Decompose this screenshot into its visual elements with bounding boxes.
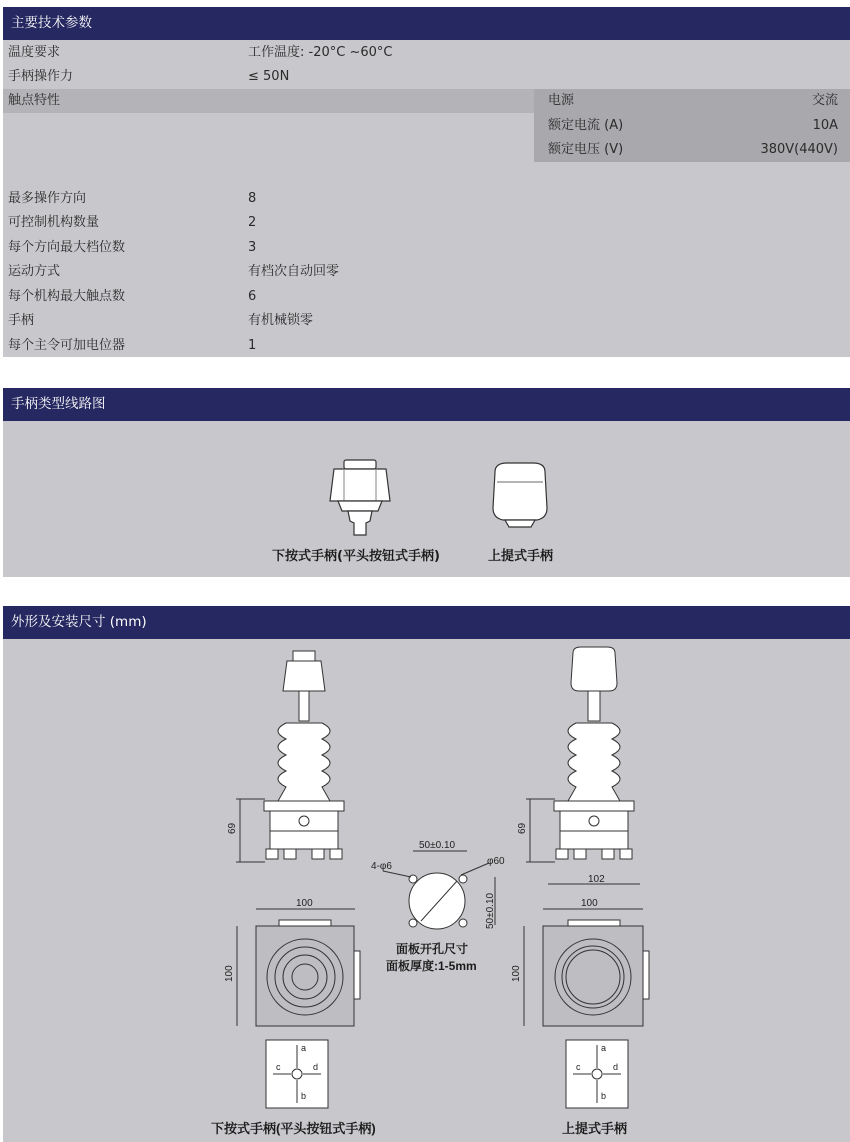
dir-a-left: a bbox=[301, 1043, 307, 1053]
dir-b-left: b bbox=[301, 1091, 307, 1101]
handle-caption: 上提式手柄 bbox=[488, 549, 554, 564]
right-top-view bbox=[524, 909, 649, 1026]
cutout-spacing-v-label: 50±0.10 bbox=[485, 892, 496, 929]
section-header-handles bbox=[3, 388, 850, 421]
right-height-label: 69 bbox=[517, 822, 528, 834]
handle-caption: 下按式手柄(平头按钮式手柄) bbox=[272, 549, 440, 564]
spec-value: 有档次自动回零 bbox=[248, 264, 340, 279]
contact-value: 10A bbox=[812, 118, 838, 133]
spec-value: 1 bbox=[248, 338, 257, 353]
contact-table bbox=[534, 89, 850, 162]
dir-d-right: d bbox=[613, 1062, 619, 1072]
spec-label: 每个机构最大触点数 bbox=[8, 289, 126, 304]
left-height-label: 69 bbox=[227, 822, 238, 834]
drawing-caption-right: 上提式手柄 bbox=[562, 1121, 628, 1136]
spec-value: 工作温度: -20°C ~60°C bbox=[248, 45, 393, 60]
panel-thickness-label: 面板厚度:1-5mm bbox=[386, 959, 477, 973]
spec-label: 温度要求 bbox=[8, 45, 61, 60]
section-header-dimensions bbox=[3, 606, 850, 639]
spec-label: 可控制机构数量 bbox=[8, 215, 100, 230]
direction-diagram-right bbox=[566, 1040, 628, 1108]
dir-d-left: d bbox=[313, 1062, 319, 1072]
dir-c-left: c bbox=[276, 1062, 281, 1072]
cutout-spacing-h-label: 50±0.10 bbox=[419, 840, 456, 851]
direction-diagram-left bbox=[266, 1040, 328, 1108]
spec-value: 6 bbox=[248, 289, 257, 304]
section-title: 主要技术参数 bbox=[11, 15, 92, 31]
cutout-holes-label: 4-φ6 bbox=[371, 861, 392, 872]
dir-c-right: c bbox=[576, 1062, 581, 1072]
contact-row bbox=[534, 89, 850, 113]
contact-row bbox=[534, 138, 850, 162]
contact-value: 交流 bbox=[811, 93, 838, 108]
contact-row bbox=[534, 114, 850, 138]
contact-label: 额定电压 (V) bbox=[548, 142, 624, 157]
dimension-drawing bbox=[3, 639, 850, 1142]
spec-value: ≤ 50N bbox=[248, 69, 290, 84]
panel-cutout-view bbox=[383, 851, 495, 929]
section-header-specs bbox=[3, 7, 850, 40]
push-handle-image bbox=[320, 455, 400, 541]
pull-handle-image bbox=[485, 460, 555, 530]
section-title: 外形及安装尺寸 (mm) bbox=[11, 614, 147, 630]
spec-label: 手柄 bbox=[8, 313, 35, 328]
drawing-caption-left: 下按式手柄(平头按钮式手柄) bbox=[211, 1121, 376, 1136]
left-top-view bbox=[237, 909, 360, 1026]
spec-value: 2 bbox=[248, 215, 257, 230]
right-width-label: 102 bbox=[588, 874, 605, 885]
spec-value: 有机械锁零 bbox=[248, 313, 314, 328]
spec-value: 8 bbox=[248, 191, 257, 206]
right-top-height-label: 100 bbox=[511, 965, 522, 982]
contact-label: 电源 bbox=[548, 93, 575, 108]
section-title: 手柄类型线路图 bbox=[11, 396, 106, 412]
spec-value: 3 bbox=[248, 240, 257, 255]
spec-label: 最多操作方向 bbox=[8, 191, 87, 206]
cutout-diameter-label: φ60 bbox=[487, 856, 505, 867]
right-top-width-label: 100 bbox=[581, 898, 598, 909]
contact-label: 额定电流 (A) bbox=[548, 118, 624, 133]
left-top-height-label: 100 bbox=[224, 965, 235, 982]
dir-b-right: b bbox=[601, 1091, 607, 1101]
spec-label-contact: 触点特性 bbox=[8, 93, 61, 108]
dir-a-right: a bbox=[601, 1043, 607, 1053]
cutout-title: 面板开孔尺寸 bbox=[396, 942, 469, 956]
contact-value: 380V(440V) bbox=[760, 142, 838, 157]
left-side-view bbox=[236, 651, 344, 862]
spec-label: 每个主令可加电位器 bbox=[8, 338, 126, 353]
left-top-width-label: 100 bbox=[296, 898, 313, 909]
spec-label: 运动方式 bbox=[8, 264, 61, 279]
right-side-view bbox=[526, 647, 640, 884]
spec-label: 每个方向最大档位数 bbox=[8, 240, 126, 255]
spec-label: 手柄操作力 bbox=[8, 69, 74, 84]
specs-panel bbox=[3, 40, 850, 357]
